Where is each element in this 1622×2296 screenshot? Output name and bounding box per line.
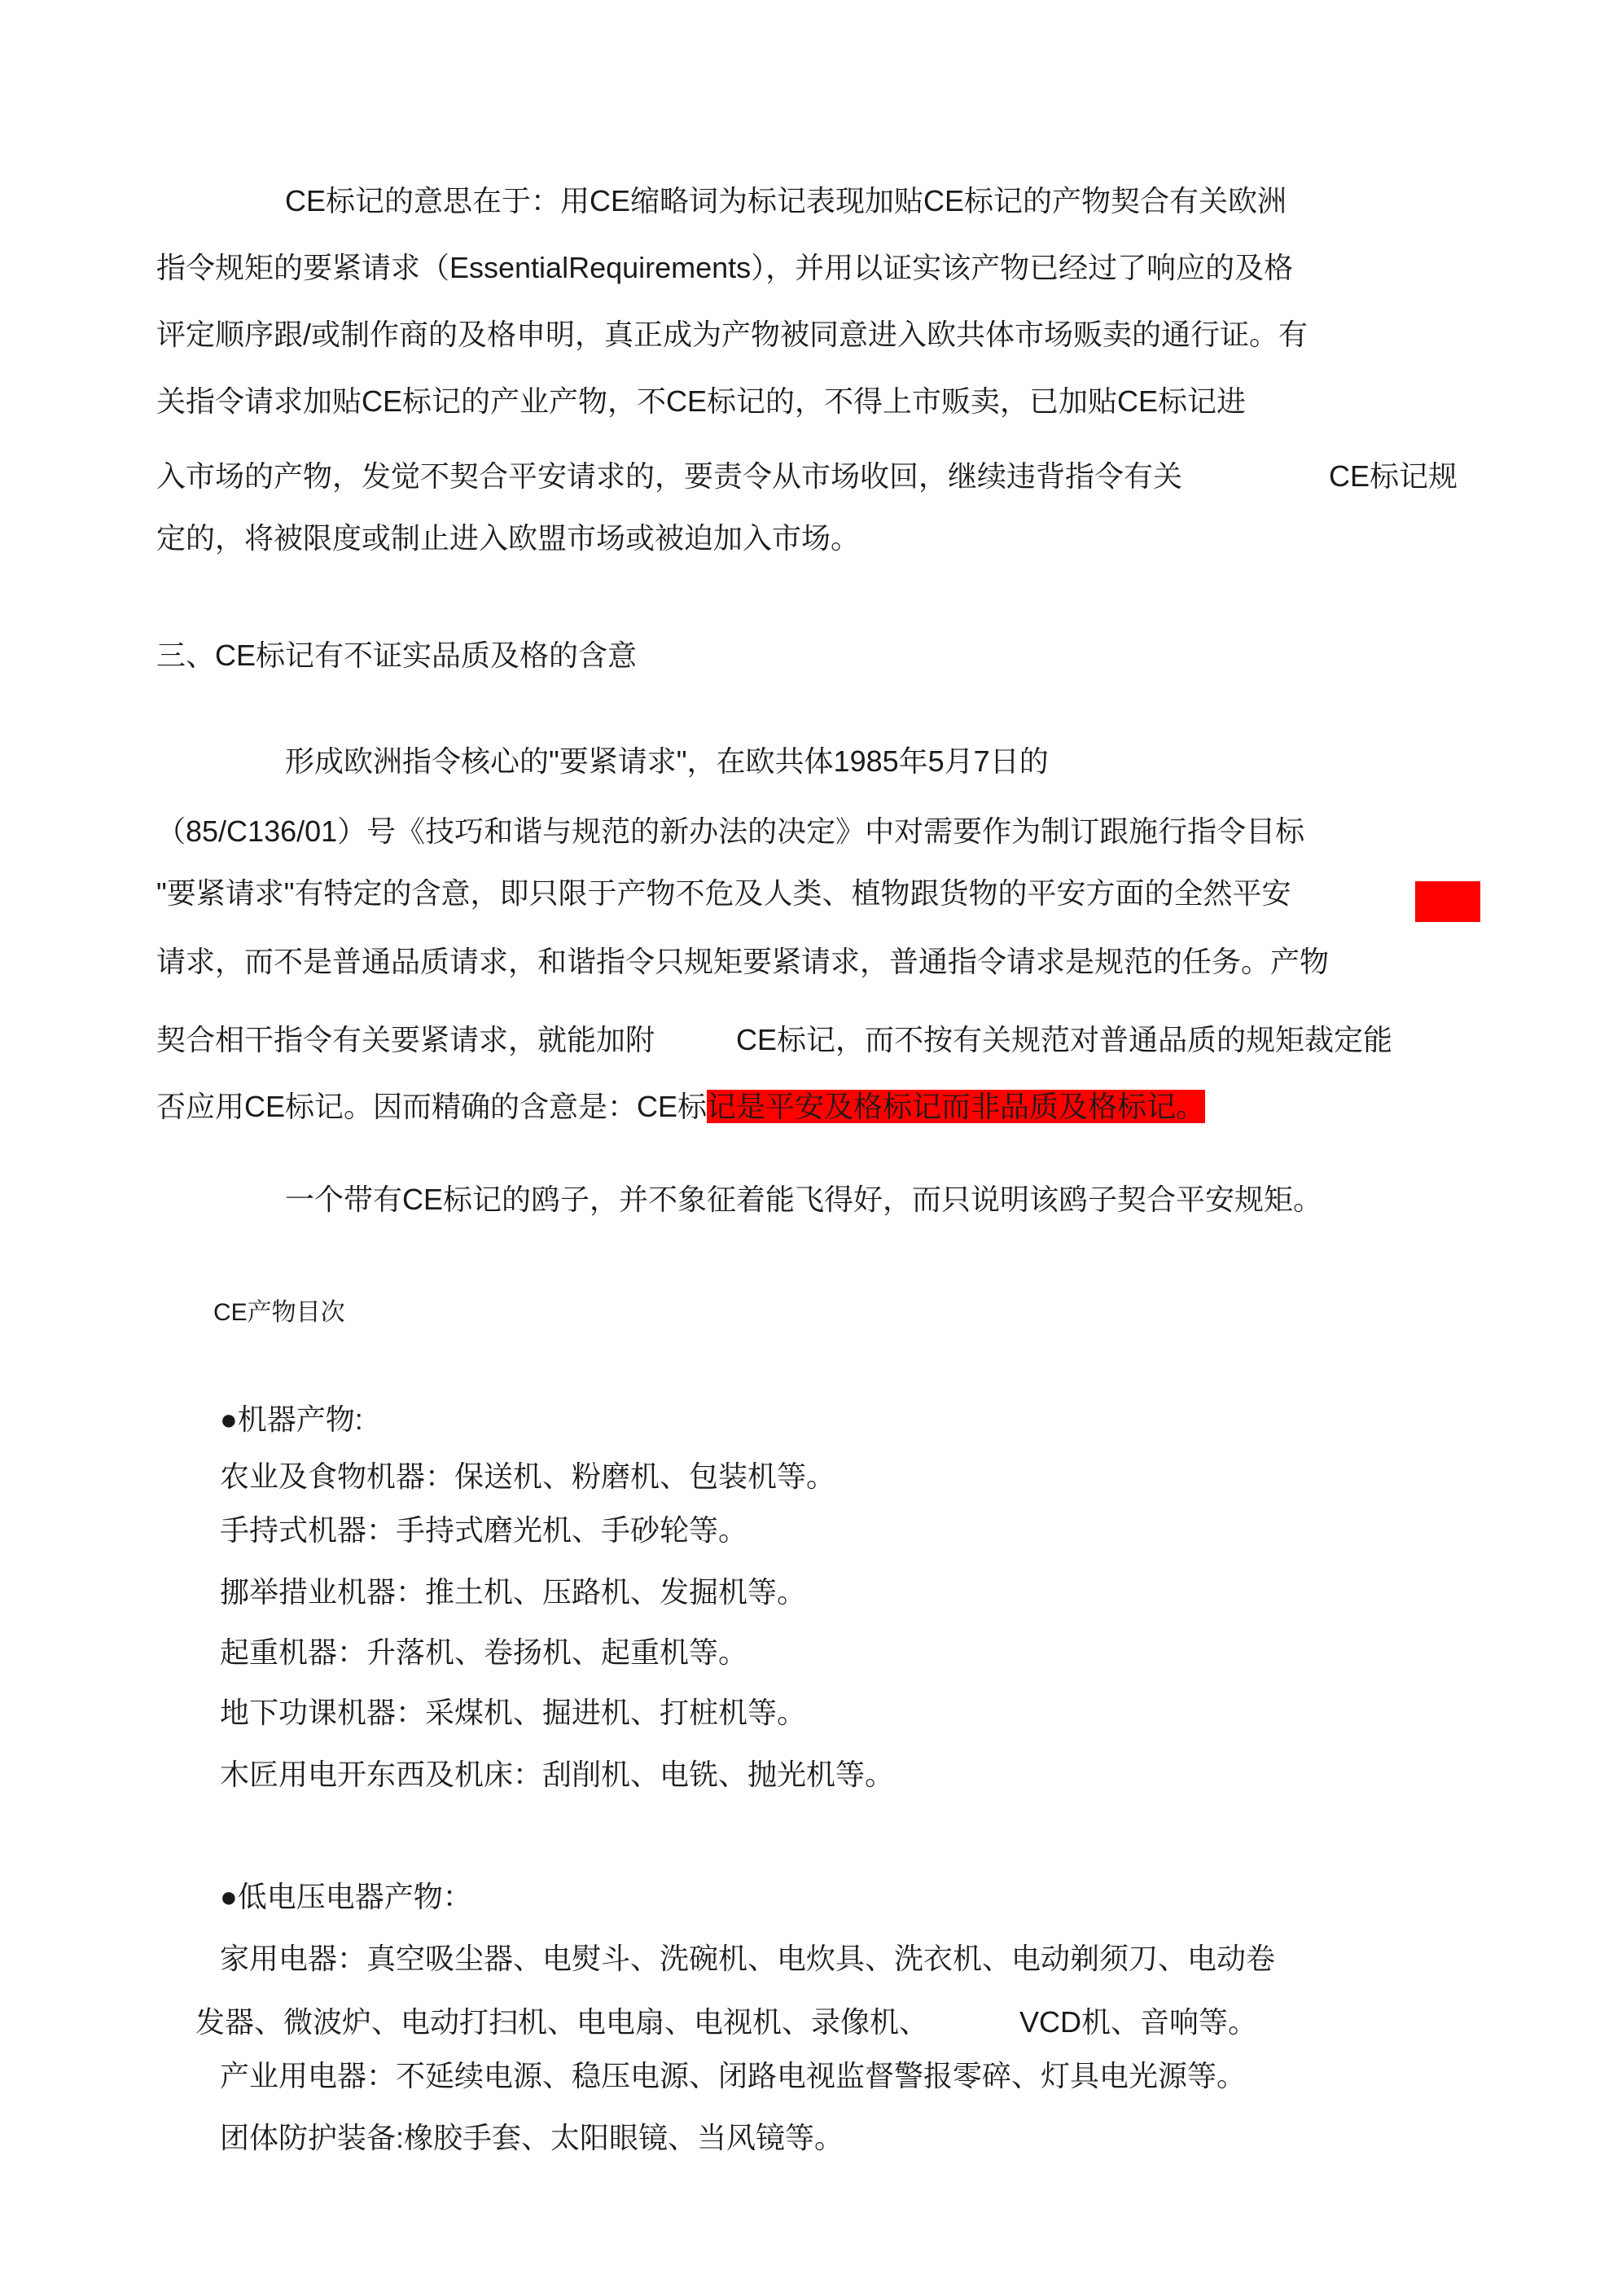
- para3-line7: 一个带有CE标记的鸥子，并不象征着能飞得好，而只说明该鸥子契合平安规矩。: [285, 1183, 1323, 1216]
- para1-line6: 定的，将被限度或制止进入欧盟市场或被迫加入市场。: [156, 521, 861, 555]
- para1-line2: 指令规矩的要紧请求（EssentialRequirements），并用以证实该产物已经过了响应的及格: [156, 251, 1294, 284]
- lowvoltage-line2a: 发器、微波炉、电动打扫机、电电扇、电视机、录像机、: [195, 2005, 929, 2039]
- redaction-highlight: 记是平安及格标记而非品质及格标记。: [707, 1090, 1206, 1123]
- para1-line5-tail: CE标记规: [1329, 459, 1458, 493]
- para3-line5b: CE标记，而不按有关规范对普通品质的规矩裁定能: [736, 1023, 1393, 1056]
- catalog-title: CE产物目次: [213, 1299, 345, 1326]
- para3-line1: 形成欧洲指令核心的"要紧请求"，在欧共体1985年5月7日的: [285, 744, 1049, 778]
- para1-line3: 评定顺序跟/或制作商的及格申明，真正成为产物被同意进入欧共体市场贩卖的通行证。有: [156, 318, 1309, 351]
- para3-line6: [156, 1088, 1205, 1126]
- lowvoltage-line4: 团体防护装备:橡胶手套、太阳眼镜、当风镜等。: [220, 2121, 844, 2154]
- machinery-item: 地下功课机器：采煤机、掘进机、打桩机等。: [220, 1696, 807, 1729]
- lowvoltage-line1: 家用电器：真空吸尘器、电熨斗、洗碗机、电炊具、洗衣机、电动剃须刀、电动卷: [220, 1942, 1276, 1975]
- para1-line1: CE标记的意思在于：用CE缩略词为标记表现加贴CE标记的产物契合有关欧洲: [285, 184, 1287, 217]
- machinery-item: 农业及食物机器：保送机、粉磨机、包装机等。: [220, 1460, 836, 1493]
- lowvoltage-line3: 产业用电器：不延续电源、稳压电源、闭路电视监督警报零碎、灯具电光源等。: [220, 2059, 1247, 2092]
- redaction-block-small: [1415, 881, 1480, 922]
- machinery-header: ●机器产物:: [220, 1403, 363, 1436]
- section-heading-3: 三、CE标记有不证实品质及格的含意: [156, 639, 638, 672]
- para3-line2: （85/C136/01）号《技巧和谐与规范的新办法的决定》中对需要作为制订跟施行指令目标: [156, 814, 1305, 848]
- machinery-item: 木匠用电开东西及机床：刮削机、电铣、抛光机等。: [220, 1758, 895, 1791]
- para3-line3: "要紧请求"有特定的含意，即只限于产物不危及人类、植物跟货物的平安方面的全然平安: [156, 876, 1291, 910]
- machinery-item: 手持式机器：手持式磨光机、手砂轮等。: [220, 1513, 748, 1547]
- machinery-item: 起重机器：升落机、卷扬机、起重机等。: [220, 1635, 748, 1669]
- machinery-item: 挪举措业机器：推土机、压路机、发掘机等。: [220, 1575, 807, 1609]
- para1-line4: 关指令请求加贴CE标记的产业产物，不CE标记的，不得上市贩卖，已加贴CE标记进: [156, 384, 1247, 418]
- lowvoltage-header: ●低电压电器产物：: [220, 1880, 472, 1913]
- para1-line5: 入市场的产物，发觉不契合平安请求的，要责令从市场收回，继续违背指令有关: [156, 459, 1183, 493]
- para3-line5a: 契合相干指令有关要紧请求，就能加附: [156, 1023, 655, 1056]
- para3-line4: 请求，而不是普通品质请求，和谐指令只规矩要紧请求，普通指令请求是规范的任务。产物: [156, 945, 1330, 978]
- lowvoltage-line2b: VCD机、音响等。: [1019, 2005, 1258, 2039]
- para3-line6-text: 否应用CE标记。因而精确的含意是：CE标: [156, 1090, 708, 1123]
